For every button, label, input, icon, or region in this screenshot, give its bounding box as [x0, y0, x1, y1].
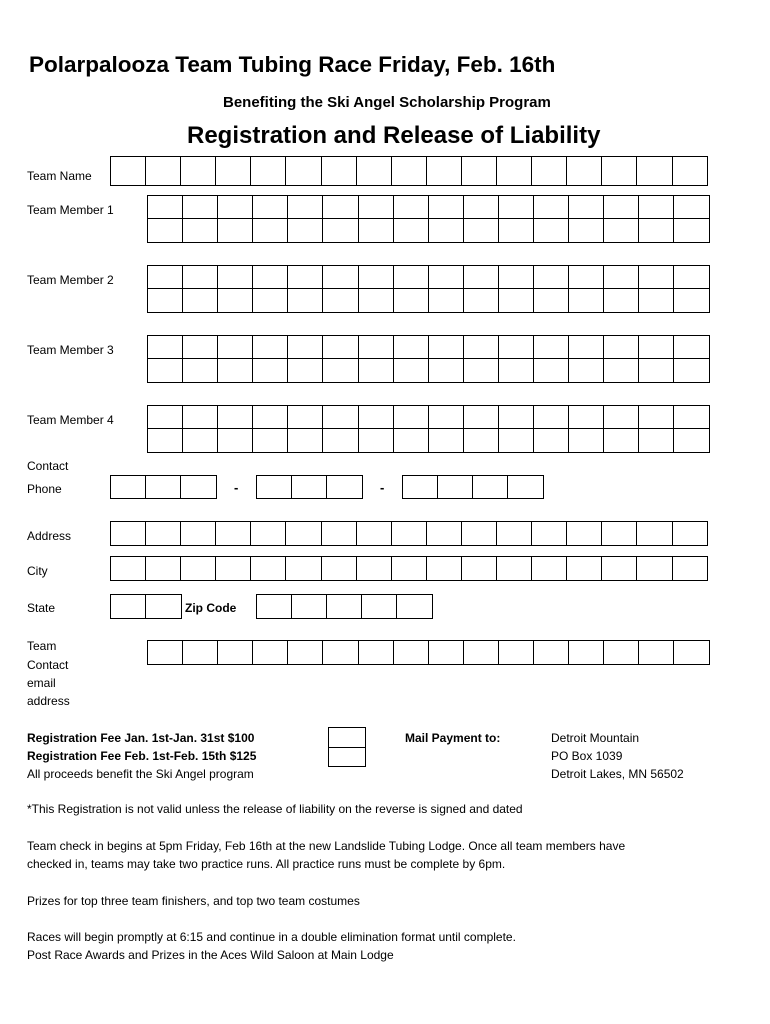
letter-box[interactable] — [356, 156, 393, 186]
state-label: State — [27, 601, 56, 615]
letter-box[interactable] — [252, 195, 289, 220]
letter-box[interactable] — [463, 265, 500, 290]
letter-box[interactable] — [250, 556, 287, 581]
letter-box[interactable] — [437, 475, 474, 499]
letter-box[interactable] — [252, 358, 289, 383]
letter-box[interactable] — [145, 156, 182, 186]
team-member-3-boxes-row2[interactable] — [147, 358, 710, 383]
letter-box[interactable] — [402, 475, 439, 499]
letter-box[interactable] — [672, 156, 709, 186]
letter-box[interactable] — [463, 428, 500, 453]
letter-box[interactable] — [393, 640, 430, 665]
letter-box[interactable] — [147, 358, 184, 383]
letter-box[interactable] — [463, 288, 500, 313]
letter-box[interactable] — [426, 556, 463, 581]
letter-box[interactable] — [673, 428, 710, 453]
letter-box[interactable] — [217, 335, 254, 360]
letter-box[interactable] — [566, 156, 603, 186]
zip-code-boxes[interactable] — [256, 594, 433, 619]
letter-box[interactable] — [531, 521, 568, 546]
letter-box[interactable] — [673, 265, 710, 290]
letter-box[interactable] — [533, 288, 570, 313]
team-member-4-boxes-row1[interactable] — [147, 405, 710, 430]
state-boxes[interactable] — [110, 594, 182, 619]
letter-box[interactable] — [533, 265, 570, 290]
letter-box[interactable] — [638, 358, 675, 383]
letter-box[interactable] — [110, 556, 147, 581]
fee-checkboxes — [328, 727, 366, 767]
letter-box[interactable] — [182, 428, 219, 453]
letter-box[interactable] — [285, 156, 322, 186]
letter-box[interactable] — [498, 288, 535, 313]
mail-address-line-2: PO Box 1039 — [551, 749, 623, 763]
letter-box[interactable] — [391, 156, 428, 186]
letter-box[interactable] — [638, 265, 675, 290]
letter-box[interactable] — [428, 335, 465, 360]
letter-box[interactable] — [396, 594, 433, 619]
letter-box[interactable] — [428, 358, 465, 383]
email-label-line-2: Contact — [27, 658, 69, 672]
letter-box[interactable] — [601, 156, 638, 186]
letter-box[interactable] — [147, 335, 184, 360]
letter-box[interactable] — [361, 594, 398, 619]
letter-box[interactable] — [428, 195, 465, 220]
note-prizes: Prizes for top three team finishers, and top two team costumes — [27, 894, 360, 908]
letter-box[interactable] — [217, 640, 254, 665]
letter-box[interactable] — [287, 288, 324, 313]
team-member-1-boxes-row2[interactable] — [147, 218, 710, 243]
letter-box[interactable] — [601, 521, 638, 546]
letter-box[interactable] — [250, 156, 287, 186]
letter-box[interactable] — [356, 521, 393, 546]
mail-payment-label: Mail Payment to: — [405, 731, 501, 745]
letter-box[interactable] — [252, 335, 289, 360]
team-member-2-boxes-row1[interactable] — [147, 265, 710, 290]
letter-box[interactable] — [672, 521, 709, 546]
letter-box[interactable] — [393, 195, 430, 220]
letter-box[interactable] — [426, 521, 463, 546]
letter-box[interactable] — [672, 556, 709, 581]
letter-box[interactable] — [603, 288, 640, 313]
letter-box[interactable] — [356, 556, 393, 581]
letter-box[interactable] — [252, 218, 289, 243]
letter-box[interactable] — [498, 218, 535, 243]
letter-box[interactable] — [145, 594, 182, 619]
letter-box[interactable] — [428, 265, 465, 290]
letter-box[interactable] — [463, 640, 500, 665]
email-boxes[interactable] — [147, 640, 710, 665]
fee-line-2: Registration Fee Feb. 1st-Feb. 15th $125 — [27, 749, 257, 763]
letter-box[interactable] — [673, 195, 710, 220]
letter-box[interactable] — [358, 335, 395, 360]
letter-box[interactable] — [147, 265, 184, 290]
letter-box[interactable] — [326, 594, 363, 619]
letter-box[interactable] — [568, 288, 605, 313]
letter-box[interactable] — [250, 521, 287, 546]
form-heading: Registration and Release of Liability — [187, 122, 601, 149]
letter-box[interactable] — [321, 556, 358, 581]
letter-box[interactable] — [215, 156, 252, 186]
letter-box[interactable] — [496, 156, 533, 186]
letter-box[interactable] — [638, 218, 675, 243]
letter-box[interactable] — [321, 156, 358, 186]
letter-box[interactable] — [566, 556, 603, 581]
letter-box[interactable] — [636, 556, 673, 581]
letter-box[interactable] — [110, 156, 147, 186]
note-validity: *This Registration is not valid unless the release of liability on the reverse is signed and dated — [27, 802, 523, 816]
letter-box[interactable] — [326, 475, 363, 499]
letter-box[interactable] — [673, 640, 710, 665]
letter-box[interactable] — [391, 521, 428, 546]
letter-box[interactable] — [180, 521, 217, 546]
letter-box[interactable] — [285, 521, 322, 546]
letter-box[interactable] — [256, 594, 293, 619]
letter-box[interactable] — [568, 218, 605, 243]
letter-box[interactable] — [393, 405, 430, 430]
letter-box[interactable] — [673, 335, 710, 360]
letter-box[interactable] — [252, 640, 289, 665]
letter-box[interactable] — [428, 218, 465, 243]
mail-address-line-3: Detroit Lakes, MN 56502 — [551, 767, 684, 781]
letter-box[interactable] — [287, 358, 324, 383]
letter-box[interactable] — [110, 521, 147, 546]
form-subtitle: Benefiting the Ski Angel Scholarship Program — [223, 94, 551, 111]
letter-box[interactable] — [673, 405, 710, 430]
letter-box[interactable] — [182, 640, 219, 665]
letter-box[interactable] — [217, 358, 254, 383]
letter-box[interactable] — [287, 195, 324, 220]
team-member-2-label: Team Member 2 — [27, 273, 114, 287]
letter-box[interactable] — [322, 358, 359, 383]
fee-line-3: All proceeds benefit the Ski Angel program — [27, 767, 254, 781]
letter-box[interactable] — [217, 405, 254, 430]
letter-box[interactable] — [603, 335, 640, 360]
letter-box[interactable] — [533, 640, 570, 665]
city-boxes[interactable] — [110, 556, 708, 581]
letter-box[interactable] — [533, 358, 570, 383]
letter-box[interactable] — [568, 640, 605, 665]
phone-area-code-boxes[interactable] — [110, 475, 217, 499]
letter-box[interactable] — [287, 218, 324, 243]
note-check-in-line-2: checked in, teams may take two practice runs. All practice runs must be complete by 6pm. — [27, 857, 506, 871]
letter-box[interactable] — [673, 218, 710, 243]
phone-label: Phone — [27, 482, 62, 496]
letter-box[interactable] — [393, 265, 430, 290]
note-check-in-line-1: Team check in begins at 5pm Friday, Feb 16th at the new Landslide Tubing Lodge. Once all team members have — [27, 839, 626, 853]
letter-box[interactable] — [461, 556, 498, 581]
letter-box[interactable] — [472, 475, 509, 499]
letter-box[interactable] — [603, 358, 640, 383]
letter-box[interactable] — [568, 405, 605, 430]
team-member-3-label: Team Member 3 — [27, 343, 114, 357]
team-member-2-boxes-row2[interactable] — [147, 288, 710, 313]
letter-box[interactable] — [145, 475, 182, 499]
letter-box[interactable] — [638, 195, 675, 220]
letter-box[interactable] — [252, 428, 289, 453]
letter-box[interactable] — [252, 405, 289, 430]
letter-box[interactable] — [568, 428, 605, 453]
letter-box[interactable] — [496, 556, 533, 581]
letter-box[interactable] — [182, 218, 219, 243]
email-label-line-1: Team — [27, 639, 57, 653]
zip-code-label: Zip Code — [185, 601, 237, 615]
letter-box[interactable] — [147, 288, 184, 313]
letter-box[interactable] — [568, 195, 605, 220]
letter-box[interactable] — [428, 428, 465, 453]
letter-box[interactable] — [638, 288, 675, 313]
letter-box[interactable] — [533, 428, 570, 453]
form-title: Polarpalooza Team Tubing Race Friday, Feb. 16th — [29, 52, 556, 77]
letter-box[interactable] — [426, 156, 463, 186]
note-races-line-1: Races will begin promptly at 6:15 and continue in a double elimination format until complete. — [27, 930, 516, 944]
team-member-4-boxes-row2[interactable] — [147, 428, 710, 453]
address-label: Address — [27, 529, 72, 543]
phone-line-boxes[interactable] — [402, 475, 544, 499]
letter-box[interactable] — [603, 640, 640, 665]
letter-box[interactable] — [498, 428, 535, 453]
letter-box[interactable] — [531, 556, 568, 581]
letter-box[interactable] — [461, 521, 498, 546]
letter-box[interactable] — [217, 288, 254, 313]
letter-box[interactable] — [287, 640, 324, 665]
letter-box[interactable] — [498, 335, 535, 360]
letter-box[interactable] — [428, 640, 465, 665]
letter-box[interactable] — [322, 195, 359, 220]
letter-box[interactable] — [603, 428, 640, 453]
letter-box[interactable] — [463, 195, 500, 220]
phone-prefix-boxes[interactable] — [256, 475, 363, 499]
letter-box[interactable] — [110, 475, 147, 499]
letter-box[interactable] — [601, 556, 638, 581]
letter-box[interactable] — [533, 195, 570, 220]
letter-box[interactable] — [636, 521, 673, 546]
letter-box[interactable] — [463, 335, 500, 360]
letter-box[interactable] — [533, 335, 570, 360]
letter-box[interactable] — [215, 556, 252, 581]
letter-box[interactable] — [638, 335, 675, 360]
letter-box[interactable] — [322, 218, 359, 243]
letter-box[interactable] — [147, 405, 184, 430]
letter-box[interactable] — [182, 195, 219, 220]
letter-box[interactable] — [287, 428, 324, 453]
letter-box[interactable] — [496, 521, 533, 546]
letter-box[interactable] — [638, 640, 675, 665]
note-races-line-2: Post Race Awards and Prizes in the Aces Wild Saloon at Main Lodge — [27, 948, 394, 962]
letter-box[interactable] — [322, 265, 359, 290]
letter-box[interactable] — [147, 640, 184, 665]
letter-box[interactable] — [428, 405, 465, 430]
letter-box[interactable] — [252, 288, 289, 313]
letter-box[interactable] — [322, 335, 359, 360]
team-member-3-boxes-row1[interactable] — [147, 335, 710, 360]
letter-box[interactable] — [391, 556, 428, 581]
letter-box[interactable] — [568, 265, 605, 290]
letter-box[interactable] — [638, 428, 675, 453]
phone-dash-1: - — [234, 480, 239, 495]
letter-box[interactable] — [252, 265, 289, 290]
letter-box[interactable] — [498, 640, 535, 665]
letter-box[interactable] — [110, 594, 147, 619]
team-member-1-boxes-row1[interactable] — [147, 195, 710, 220]
letter-box[interactable] — [358, 288, 395, 313]
letter-box[interactable] — [566, 521, 603, 546]
letter-box[interactable] — [145, 556, 182, 581]
team-member-4-label: Team Member 4 — [27, 413, 114, 427]
letter-box[interactable] — [217, 265, 254, 290]
letter-box[interactable] — [533, 218, 570, 243]
letter-box[interactable] — [531, 156, 568, 186]
letter-box[interactable] — [393, 288, 430, 313]
letter-box[interactable] — [180, 556, 217, 581]
letter-box[interactable] — [182, 288, 219, 313]
letter-box[interactable] — [287, 335, 324, 360]
letter-box[interactable] — [322, 428, 359, 453]
letter-box[interactable] — [498, 405, 535, 430]
letter-box[interactable] — [256, 475, 293, 499]
letter-box[interactable] — [463, 218, 500, 243]
city-label: City — [27, 564, 48, 578]
letter-box[interactable] — [428, 288, 465, 313]
letter-box[interactable] — [291, 594, 328, 619]
fee-checkbox-jan[interactable] — [328, 727, 366, 748]
letter-box[interactable] — [358, 358, 395, 383]
letter-box[interactable] — [568, 335, 605, 360]
letter-box[interactable] — [603, 195, 640, 220]
letter-box[interactable] — [603, 265, 640, 290]
letter-box[interactable] — [673, 358, 710, 383]
letter-box[interactable] — [322, 640, 359, 665]
letter-box[interactable] — [145, 521, 182, 546]
letter-box[interactable] — [182, 358, 219, 383]
team-name-label: Team Name — [27, 169, 92, 183]
letter-box[interactable] — [180, 475, 217, 499]
team-member-1-label: Team Member 1 — [27, 203, 114, 217]
phone-dash-2: - — [380, 480, 385, 495]
letter-box[interactable] — [603, 218, 640, 243]
letter-box[interactable] — [673, 288, 710, 313]
letter-box[interactable] — [358, 195, 395, 220]
letter-box[interactable] — [358, 218, 395, 243]
letter-box[interactable] — [463, 358, 500, 383]
letter-box[interactable] — [285, 556, 322, 581]
letter-box[interactable] — [507, 475, 544, 499]
letter-box[interactable] — [498, 195, 535, 220]
letter-box[interactable] — [217, 218, 254, 243]
letter-box[interactable] — [358, 640, 395, 665]
letter-box[interactable] — [463, 405, 500, 430]
letter-box[interactable] — [358, 405, 395, 430]
letter-box[interactable] — [215, 521, 252, 546]
letter-box[interactable] — [358, 265, 395, 290]
letter-box[interactable] — [498, 265, 535, 290]
letter-box[interactable] — [182, 265, 219, 290]
letter-box[interactable] — [321, 521, 358, 546]
letter-box[interactable] — [568, 358, 605, 383]
letter-box[interactable] — [182, 405, 219, 430]
team-name-boxes[interactable] — [110, 156, 708, 186]
letter-box[interactable] — [638, 405, 675, 430]
letter-box[interactable] — [182, 335, 219, 360]
letter-box[interactable] — [461, 156, 498, 186]
email-label-line-4: address — [27, 694, 70, 708]
letter-box[interactable] — [358, 428, 395, 453]
letter-box[interactable] — [322, 288, 359, 313]
letter-box[interactable] — [498, 358, 535, 383]
letter-box[interactable] — [147, 195, 184, 220]
letter-box[interactable] — [636, 156, 673, 186]
email-label-line-3: email — [27, 676, 56, 690]
letter-box[interactable] — [393, 218, 430, 243]
letter-box[interactable] — [533, 405, 570, 430]
contact-label: Contact — [27, 459, 69, 473]
letter-box[interactable] — [393, 428, 430, 453]
letter-box[interactable] — [291, 475, 328, 499]
fee-checkbox-feb[interactable] — [328, 747, 366, 767]
letter-box[interactable] — [393, 335, 430, 360]
address-boxes[interactable] — [110, 521, 708, 546]
letter-box[interactable] — [287, 405, 324, 430]
letter-box[interactable] — [147, 218, 184, 243]
letter-box[interactable] — [393, 358, 430, 383]
letter-box[interactable] — [217, 195, 254, 220]
letter-box[interactable] — [180, 156, 217, 186]
letter-box[interactable] — [287, 265, 324, 290]
letter-box[interactable] — [147, 428, 184, 453]
fee-line-1: Registration Fee Jan. 1st-Jan. 31st $100 — [27, 731, 255, 745]
mail-address-line-1: Detroit Mountain — [551, 731, 640, 745]
letter-box[interactable] — [217, 428, 254, 453]
letter-box[interactable] — [322, 405, 359, 430]
letter-box[interactable] — [603, 405, 640, 430]
